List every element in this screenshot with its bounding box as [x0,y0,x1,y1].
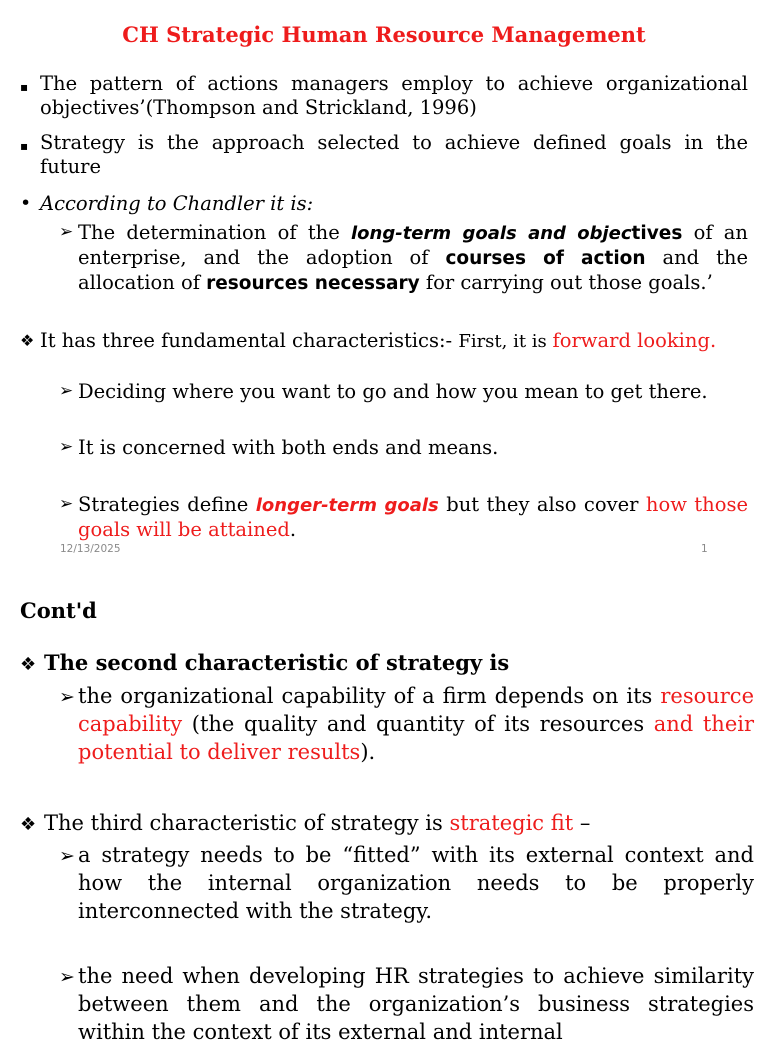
arrow-bullet-icon: ➢ [59,437,74,457]
bullet-chandler: According to Chandler it is: [40,192,314,215]
diamond-bullet-icon: ❖ [20,331,35,350]
arrow-bullet-icon: ➢ [59,381,74,401]
diamond-bullet-icon: ❖ [20,654,37,675]
strategic-fit-text: a strategy needs to be “fitted” with its external context and how the internal organization needs to be properly interconnected with the strategy. [78,843,754,923]
diamond-bullet-icon: ❖ [20,814,37,835]
slide-number: 1 [701,543,708,555]
hr-strategies-text: the need when developing HR strategies to achieve similarity between them and the organization’s business strategies within the context of its external and internal [78,964,754,1044]
dot-bullet-icon: • [20,192,32,214]
arrow-bullet-icon: ➢ [59,686,75,708]
bullet-strategy-approach: Strategy is the approach selected to achieve defined goals in the future [40,131,748,178]
three-characteristics: It has three fundamental characteristics:- First, it is forward looking. [40,329,717,352]
sub-longer-term-goals: Strategies define longer-term goals but they also cover how those goals will be attained. [78,493,748,541]
resource-capability-text: the organizational capability of a firm depends on its resource capability (the quality and quantity of its resources and their potential to deliver results). [78,684,755,764]
arrow-bullet-icon: ➢ [59,966,75,988]
second-characteristic: The second characteristic of strategy is [44,650,510,675]
slide-title: CH Strategic Human Resource Management [122,22,646,47]
square-bullet-icon: ▪ [20,139,29,153]
slide2-heading: Cont'd [20,598,97,623]
arrow-bullet-icon: ➢ [59,845,75,867]
square-bullet-icon: ▪ [20,80,29,94]
slide-date: 12/13/2025 [60,543,121,555]
arrow-bullet-icon: ➢ [59,222,74,242]
third-characteristic: The third characteristic of strategy is strategic fit – [44,811,591,835]
arrow-bullet-icon: ➢ [59,494,74,514]
chandler-definition: The determination of the long-term goals and objectives of an enterprise, and the adoption of courses of action and the allocation of resources necessary for carrying out those goals.’ [78,221,749,294]
bullet-definition-thompson: The pattern of actions managers employ to achieve organizational objectives’(Thompson and Strickland, 1996) [40,72,748,119]
sub-deciding: Deciding where you want to go and how you mean to get there. [78,380,708,403]
sub-ends-means: It is concerned with both ends and means. [78,436,499,459]
